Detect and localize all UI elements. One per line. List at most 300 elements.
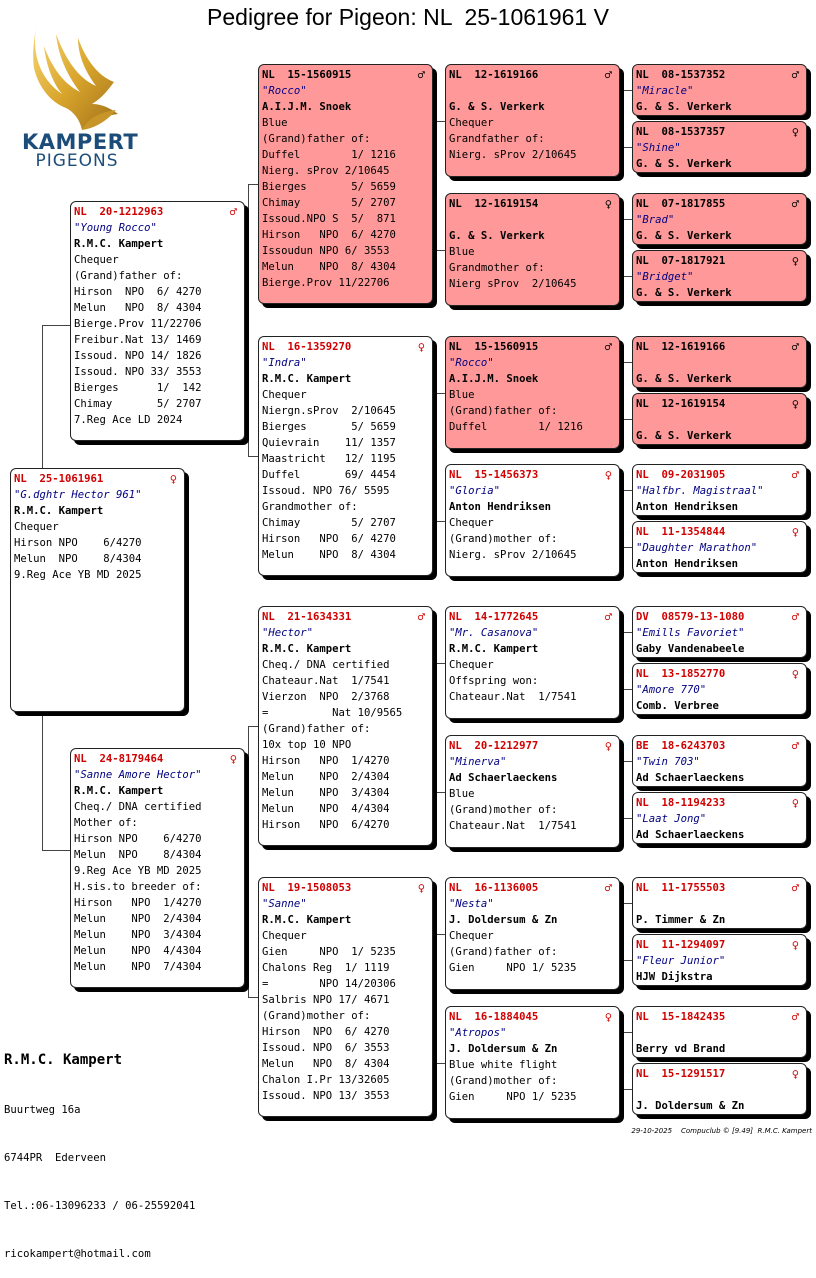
pigeon-card-g2[interactable] — [632, 121, 807, 173]
ring-number-text: NL 09-2031905 — [636, 469, 726, 481]
ring-number-text: NL 07-1817921 — [636, 255, 726, 267]
connector-line — [620, 519, 622, 520]
pigeon-info-line: (Grand)father of: — [262, 723, 371, 735]
connector-line — [622, 818, 632, 819]
pigeon-info-line: Issoud. NPO 14/ 1826 — [74, 350, 202, 362]
male-sex-icon: ♂ — [604, 340, 612, 354]
ring-number-text: NL 13-1852770 — [636, 668, 726, 680]
ring-number — [262, 339, 429, 355]
pigeon-info-line: Quievrain 11/ 1357 — [262, 437, 396, 449]
male-sex-icon: ♂ — [229, 205, 237, 219]
pigeon-info-line: Chequer — [74, 254, 119, 266]
connector-line — [622, 761, 632, 762]
connector-line — [435, 934, 445, 935]
ring-number — [449, 339, 616, 355]
pigeon-nickname: "Minerva" — [449, 756, 507, 768]
pigeon-info-line: Grandmother of: — [449, 262, 545, 274]
connector-line — [622, 490, 623, 547]
female-sex-icon: ♀ — [791, 254, 799, 268]
connector-line — [622, 219, 632, 220]
connector-line — [245, 862, 248, 863]
female-sex-icon: ♀ — [229, 752, 237, 766]
pigeon-info-line: (Grand)father of: — [449, 405, 558, 417]
connector-line — [42, 325, 43, 468]
pigeon-info-line: Cheq./ DNA certified — [74, 801, 202, 813]
pigeon-card-g5[interactable] — [632, 336, 807, 388]
pigeon-info-line: Hirson NPO 6/ 4270 — [262, 1026, 390, 1038]
breeder-name: J. Doldersum & Zn — [449, 1043, 558, 1055]
connector-line — [620, 119, 622, 120]
pigeon-info-line: Blue — [449, 389, 475, 401]
connector-line — [435, 792, 445, 793]
connector-line — [620, 248, 622, 249]
pigeon-info-line: 10x top 10 NPO — [262, 739, 352, 751]
pigeon-info-line — [636, 1025, 803, 1041]
pigeon-card-g15[interactable] — [632, 1006, 807, 1058]
pigeon-info-line: Blue — [262, 117, 288, 129]
pigeon-info-line: Issoudun NPO 6/ 3553 — [262, 245, 390, 257]
ring-number — [636, 339, 803, 355]
pigeon-info-line: Bierges 5/ 5659 — [262, 181, 396, 193]
ring-number — [262, 609, 429, 625]
connector-line — [620, 932, 622, 933]
female-sex-icon: ♀ — [169, 472, 177, 486]
ring-number — [636, 1066, 803, 1082]
pigeon-info-line — [636, 355, 803, 371]
ring-number-text: NL 16-1884045 — [449, 1011, 539, 1023]
pigeon-info-line: Chequer — [449, 517, 494, 529]
pigeon-nickname: "Indra" — [262, 357, 307, 369]
pigeon-info-line: Gien NPO 1/ 5235 — [449, 962, 577, 974]
pigeon-info-line: Melun NPO 8/ 4304 — [262, 1058, 390, 1070]
breeder-name: R.M.C. Kampert — [14, 505, 104, 517]
pigeon-info-line: Chimay 5/ 2707 — [262, 517, 396, 529]
pigeon-info-line: Chimay 5/ 2707 — [74, 398, 202, 410]
ring-number-text: NL 07-1817855 — [636, 198, 726, 210]
connector-line — [622, 1032, 632, 1033]
ring-number-text: NL 18-1194233 — [636, 797, 726, 809]
pigeon-info-line: Hirson NPO 1/4270 — [74, 897, 202, 909]
pigeon-nickname: "Emills Favoriet" — [636, 627, 745, 639]
ring-number-text: NL 15-1842435 — [636, 1011, 726, 1023]
breeder-name: HJW Dijkstra — [636, 971, 713, 983]
connector-line — [245, 320, 248, 321]
breeder-name: J. Doldersum & Zn — [449, 914, 558, 926]
pigeon-nickname: "Shine" — [636, 142, 681, 154]
connector-line — [622, 490, 632, 491]
connector-line — [433, 457, 435, 458]
pigeon-info-line: 9.Reg Ace YB MD 2025 — [14, 569, 142, 581]
connector-line — [248, 184, 249, 456]
ring-number-text: NL 12-1619166 — [636, 341, 726, 353]
pigeon-card-g9[interactable] — [632, 606, 807, 658]
ring-number — [636, 196, 803, 212]
pigeon-nickname: "G.dghtr Hector 961" — [14, 489, 142, 501]
connector-line — [622, 903, 632, 904]
pigeon-info-line: Hirson NPO 6/ 4270 — [262, 533, 396, 545]
female-sex-icon: ♀ — [791, 525, 799, 539]
ring-number-text: NL 11-1354844 — [636, 526, 726, 538]
connector-line — [620, 790, 622, 791]
connector-line — [248, 997, 258, 998]
male-sex-icon: ♂ — [417, 610, 425, 624]
ring-number-text: NL 12-1619154 — [636, 398, 726, 410]
female-sex-icon: ♀ — [604, 739, 612, 753]
connector-line — [622, 547, 632, 548]
pigeon-card-sd[interactable] — [258, 336, 433, 576]
owner-name: R.M.C. Kampert — [4, 1052, 123, 1068]
breeder-name: Berry vd Brand — [636, 1043, 726, 1055]
pigeon-card-ss[interactable] — [258, 64, 433, 304]
ring-number-text: NL 12-1619166 — [449, 69, 539, 81]
page-title: Pedigree for Pigeon: NL 25-1061961 V — [207, 4, 609, 30]
pigeon-info-line: Bierge.Prov 11/22706 — [74, 318, 202, 330]
male-sex-icon: ♂ — [604, 610, 612, 624]
pigeon-info-line: Freibur.Nat 13/ 1469 — [74, 334, 202, 346]
pigeon-info-line: Bierges 1/ 142 — [74, 382, 202, 394]
breeder-name: Anton Hendriksen — [449, 501, 552, 513]
pigeon-info-line: Issoud. NPO 6/ 3553 — [262, 1042, 390, 1054]
pigeon-info-line: Nierg. sProv 2/10645 — [262, 165, 390, 177]
connector-line — [620, 661, 622, 662]
female-sex-icon: ♀ — [791, 397, 799, 411]
pigeon-info-line: Chateaur.Nat 1/7541 — [262, 675, 390, 687]
pigeon-info-line: = NPO 14/20306 — [262, 978, 396, 990]
connector-line — [42, 850, 70, 851]
pigeon-card-g11[interactable] — [632, 735, 807, 787]
pigeon-card-g3[interactable] — [632, 193, 807, 245]
connector-line — [622, 903, 623, 960]
pigeon-info-line: Hirson NPO 6/ 4270 — [74, 286, 202, 298]
male-sex-icon: ♂ — [791, 1010, 799, 1024]
pigeon-nickname: "Amore 770" — [636, 684, 707, 696]
ring-number — [449, 880, 616, 896]
pigeon-card-g16[interactable] — [632, 1063, 807, 1115]
breeder-name: Ad Schaerlaeckens — [636, 772, 745, 784]
connector-line — [433, 185, 435, 186]
pigeon-info-line: Issoud. NPO 13/ 3553 — [262, 1090, 390, 1102]
connector-line — [248, 726, 258, 727]
pigeon-info-line: Cheq./ DNA certified — [262, 659, 390, 671]
ring-number-text: NL 08-1537357 — [636, 126, 726, 138]
pigeon-info-line: Duffel 1/ 1216 — [449, 421, 583, 433]
pigeon-info-line: Melun NPO 8/ 4304 — [262, 549, 396, 561]
pigeon-card-g14[interactable] — [632, 934, 807, 986]
ring-number — [636, 795, 803, 811]
ring-number — [636, 253, 803, 269]
breeder-name: Gaby Vandenabeele — [636, 643, 745, 655]
female-sex-icon: ♀ — [791, 938, 799, 952]
owner-city: 6744PR Ederveen — [4, 1152, 107, 1164]
pigeon-card-g7[interactable] — [632, 464, 807, 516]
pigeon-info-line: Chequer — [262, 389, 307, 401]
ring-number — [74, 751, 241, 767]
connector-line — [248, 456, 258, 457]
ring-number — [636, 396, 803, 412]
pigeon-card-g6[interactable] — [632, 393, 807, 445]
female-sex-icon: ♀ — [417, 881, 425, 895]
pigeon-card-dss[interactable] — [445, 606, 620, 719]
pigeon-info-line: (Grand)father of: — [74, 270, 183, 282]
pigeon-card-sss[interactable] — [445, 64, 620, 177]
pigeon-card-dds[interactable] — [445, 877, 620, 990]
pigeon-info-line: Nierg. sProv 2/10645 — [449, 549, 577, 561]
ring-number-text: BE 18-6243703 — [636, 740, 726, 752]
pigeon-info-line: Grandfather of: — [449, 133, 545, 145]
breeder-name: G. & S. Verkerk — [636, 430, 732, 442]
ring-number — [636, 124, 803, 140]
breeder-name: R.M.C. Kampert — [262, 373, 352, 385]
pigeon-card-dd[interactable] — [258, 877, 433, 1117]
logo-wordmark: KAMPERT — [22, 130, 139, 154]
pigeon-nickname: "Daughter Marathon" — [636, 542, 758, 554]
connector-line — [435, 393, 436, 521]
breeder-name: R.M.C. Kampert — [74, 785, 164, 797]
pigeon-nickname: "Miracle" — [636, 85, 694, 97]
connector-line — [435, 934, 436, 1063]
breeder-name: P. Timmer & Zn — [636, 914, 726, 926]
ring-number-text: NL 16-1359270 — [262, 341, 352, 353]
ring-number — [636, 1009, 803, 1025]
ring-number — [636, 880, 803, 896]
pigeon-card-dam[interactable] — [70, 748, 245, 988]
pigeon-info-line: Vierzon NPO 2/3768 — [262, 691, 390, 703]
pigeon-info-line: 7.Reg Ace LD 2024 — [74, 414, 183, 426]
connector-line — [622, 219, 623, 276]
pigeon-info-line: Hirson NPO 6/4270 — [262, 819, 390, 831]
pigeon-info-line: Bierge.Prov 11/22706 — [262, 277, 390, 289]
pigeon-info-line: Blue — [449, 788, 475, 800]
connector-line — [622, 362, 632, 363]
connector-line — [622, 632, 632, 633]
pigeon-info-line: Melun NPO 8/4304 — [14, 553, 142, 565]
connector-line — [435, 663, 436, 792]
ring-number — [449, 738, 616, 754]
connector-line — [622, 689, 632, 690]
pigeon-info-line: Issoud. NPO 76/ 5595 — [262, 485, 390, 497]
pigeon-info-line: Melun NPO 2/4304 — [74, 913, 202, 925]
pigeon-nickname: "Hector" — [262, 627, 314, 639]
breeder-name: G. & S. Verkerk — [636, 158, 732, 170]
pigeon-info-line: Chalon I.Pr 13/32605 — [262, 1074, 390, 1086]
ring-number-text: NL 24-8179464 — [74, 753, 164, 765]
female-sex-icon: ♀ — [604, 468, 612, 482]
pigeon-info-line: Grandmother of: — [262, 501, 358, 513]
breeder-name: G. & S. Verkerk — [636, 101, 732, 113]
pigeon-info-line: Duffel 69/ 4454 — [262, 469, 396, 481]
connector-line — [622, 1089, 632, 1090]
female-sex-icon: ♀ — [604, 1010, 612, 1024]
owner-street: Buurtweg 16a — [4, 1104, 81, 1116]
connector-line — [435, 250, 445, 251]
pigeon-nickname: "Halfbr. Magistraal" — [636, 485, 764, 497]
pigeon-info-line: Nierg sProv 2/10645 — [449, 278, 577, 290]
pigeon-info-line: (Grand)mother of: — [449, 1075, 558, 1087]
pigeon-info-line: Niergn.sProv 2/10645 — [262, 405, 396, 417]
pigeon-info-line: (Grand)mother of: — [449, 804, 558, 816]
connector-line — [42, 325, 70, 326]
pigeon-info-line: Chequer — [449, 930, 494, 942]
ring-number-text: NL 11-1755503 — [636, 882, 726, 894]
connector-line — [622, 90, 632, 91]
pigeon-info-line: Chateaur.Nat 1/7541 — [449, 820, 577, 832]
pigeon-info-line: Hirson NPO 6/4270 — [74, 833, 202, 845]
pigeon-info-line — [449, 83, 616, 99]
ring-number-text: NL 16-1136005 — [449, 882, 539, 894]
female-sex-icon: ♀ — [791, 667, 799, 681]
pigeon-info-line: H.sis.to breeder of: — [74, 881, 202, 893]
logo-subtitle: PIGEONS — [35, 151, 119, 171]
pigeon-card-g8[interactable] — [632, 521, 807, 573]
pigeon-info-line: Mother of: — [74, 817, 138, 829]
breeder-name: R.M.C. Kampert — [74, 238, 164, 250]
ring-number — [449, 1009, 616, 1025]
male-sex-icon: ♂ — [791, 340, 799, 354]
connector-line — [622, 960, 632, 961]
ring-number — [449, 467, 616, 483]
pigeon-info-line: Melun NPO 3/4304 — [74, 929, 202, 941]
male-sex-icon: ♂ — [791, 68, 799, 82]
pigeon-card-g10[interactable] — [632, 663, 807, 715]
pigeon-nickname: "Rocco" — [449, 357, 494, 369]
ring-number — [262, 67, 429, 83]
pigeon-info-line: Bierges 5/ 5659 — [262, 421, 396, 433]
connector-line — [433, 998, 435, 999]
ring-number — [449, 196, 616, 212]
pigeon-info-line: 9.Reg Ace YB MD 2025 — [74, 865, 202, 877]
pigeon-info-line: Blue — [449, 246, 475, 258]
owner-address-block — [4, 1018, 195, 1278]
male-sex-icon: ♂ — [417, 68, 425, 82]
pigeon-info-line: Chimay 5/ 2707 — [262, 197, 396, 209]
pigeon-card-ds[interactable] — [258, 606, 433, 846]
pigeon-info-line: Hirson NPO 1/4270 — [262, 755, 390, 767]
ring-number — [449, 609, 616, 625]
pigeon-info-line: Hirson NPO 6/ 4270 — [262, 229, 396, 241]
breeder-name: Anton Hendriksen — [636, 558, 739, 570]
connector-line — [42, 712, 43, 850]
owner-email: ricokampert@hotmail.com — [4, 1248, 151, 1260]
breeder-name: A.I.J.M. Snoek — [449, 373, 539, 385]
breeder-name: G. & S. Verkerk — [636, 230, 732, 242]
pigeon-info-line: Chateaur.Nat 1/7541 — [449, 691, 577, 703]
pigeon-info-line: Blue white flight — [449, 1059, 558, 1071]
pigeon-info-line: Melun NPO 8/4304 — [74, 849, 202, 861]
connector-line — [435, 121, 445, 122]
pigeon-info-line: Melun NPO 3/4304 — [262, 787, 390, 799]
pigeon-card-sdd[interactable] — [445, 464, 620, 577]
ring-number-text: NL 20-1212963 — [74, 206, 164, 218]
ring-number-text: NL 12-1619154 — [449, 198, 539, 210]
breeder-name: G. & S. Verkerk — [636, 287, 732, 299]
connector-line — [435, 121, 436, 250]
pigeon-card-sds[interactable] — [445, 336, 620, 449]
breeder-name: G. & S. Verkerk — [636, 373, 732, 385]
ring-number — [636, 524, 803, 540]
pigeon-card-sire[interactable] — [70, 201, 245, 441]
pigeon-info-line: Melun NPO 8/ 4304 — [74, 302, 202, 314]
pigeon-nickname: "Nesta" — [449, 898, 494, 910]
pigeon-nickname: "Fleur Junior" — [636, 955, 726, 967]
pigeon-card-ddd[interactable] — [445, 1006, 620, 1119]
pigeon-nickname: "Rocco" — [262, 85, 307, 97]
breeder-name: R.M.C. Kampert — [262, 643, 352, 655]
pigeon-info-line: Issoud. NPO 33/ 3553 — [74, 366, 202, 378]
pigeon-card-g13[interactable] — [632, 877, 807, 929]
pigeon-info-line: Maastricht 12/ 1195 — [262, 453, 396, 465]
pigeon-info-line: Chequer — [14, 521, 59, 533]
pigeon-info-line: Gien NPO 1/ 5235 — [449, 1091, 577, 1103]
male-sex-icon: ♂ — [791, 881, 799, 895]
connector-line — [622, 419, 632, 420]
pigeon-nickname: "Sanne Amore Hector" — [74, 769, 202, 781]
male-sex-icon: ♂ — [604, 68, 612, 82]
female-sex-icon: ♀ — [417, 340, 425, 354]
pigeon-info-line: = Nat 10/9565 — [262, 707, 403, 719]
ring-number-text: NL 25-1061961 — [14, 473, 104, 485]
ring-number-text: NL 15-1560915 — [262, 69, 352, 81]
ring-number-text: NL 21-1634331 — [262, 611, 352, 623]
ring-number — [636, 738, 803, 754]
pigeon-card-g1[interactable] — [632, 64, 807, 116]
pigeon-card-g4[interactable] — [632, 250, 807, 302]
pigeon-card-subject[interactable] — [10, 468, 185, 712]
male-sex-icon: ♂ — [604, 881, 612, 895]
pigeon-card-g12[interactable] — [632, 792, 807, 844]
connector-line — [622, 147, 632, 148]
ring-number — [636, 937, 803, 953]
pigeon-info-line: Duffel 1/ 1216 — [262, 149, 396, 161]
breeder-name: R.M.C. Kampert — [449, 643, 539, 655]
pigeon-info-line: Issoud.NPO S 5/ 871 — [262, 213, 396, 225]
connector-line — [435, 1063, 445, 1064]
breeder-name: Anton Hendriksen — [636, 501, 739, 513]
pigeon-info-line: (Grand)mother of: — [449, 533, 558, 545]
pigeon-nickname: "Gloria" — [449, 485, 501, 497]
pigeon-nickname: "Sanne" — [262, 898, 307, 910]
pigeon-info-line: (Grand)father of: — [262, 133, 371, 145]
pigeon-info-line — [636, 896, 803, 912]
pigeon-nickname: "Bridget" — [636, 271, 694, 283]
breeder-name: G. & S. Verkerk — [449, 230, 545, 242]
pigeon-info-line: Gien NPO 1/ 5235 — [262, 946, 396, 958]
pigeon-info-line: Melun NPO 4/4304 — [74, 945, 202, 957]
pigeon-card-ssd[interactable] — [445, 193, 620, 306]
pigeon-info-line: (Grand)father of: — [449, 946, 558, 958]
pigeon-info-line: Chequer — [449, 659, 494, 671]
pigeon-info-line: Melun NPO 2/4304 — [262, 771, 390, 783]
pigeon-card-dsd[interactable] — [445, 735, 620, 848]
male-sex-icon: ♂ — [791, 610, 799, 624]
pigeon-info-line — [449, 212, 616, 228]
pigeon-info-line: Nierg. sProv 2/10645 — [449, 149, 577, 161]
connector-line — [622, 1032, 623, 1089]
pigeon-nickname: "Young Rocco" — [74, 222, 157, 234]
ring-number-text: NL 19-1508053 — [262, 882, 352, 894]
pigeon-nickname: "Mr. Casanova" — [449, 627, 539, 639]
female-sex-icon: ♀ — [791, 125, 799, 139]
pigeon-info-line: Melun NPO 8/ 4304 — [262, 261, 396, 273]
connector-line — [622, 90, 623, 147]
breeder-name: A.I.J.M. Snoek — [262, 101, 352, 113]
ring-number — [74, 204, 241, 220]
connector-line — [622, 362, 623, 419]
ring-number — [14, 471, 181, 487]
female-sex-icon: ♀ — [604, 197, 612, 211]
connector-line — [248, 184, 258, 185]
ring-number-text: NL 15-1560915 — [449, 341, 539, 353]
connector-line — [622, 632, 623, 689]
